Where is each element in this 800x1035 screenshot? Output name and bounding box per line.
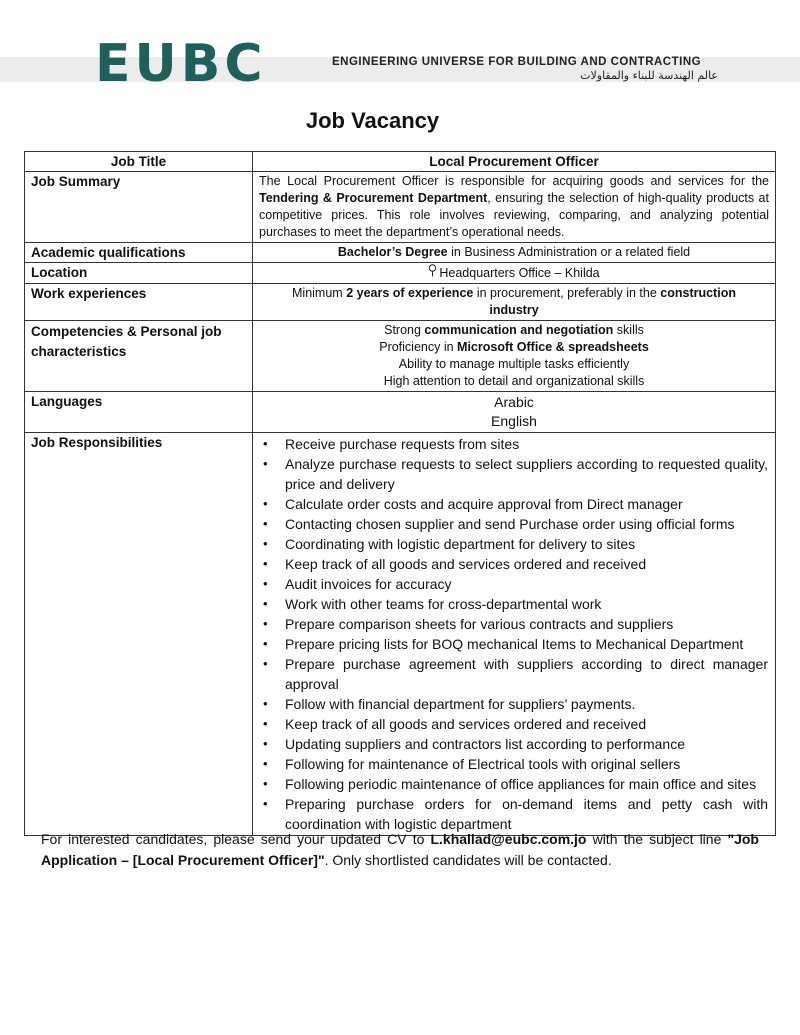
footer-text-1: For interested candidates, please send your updated CV to [41,831,431,847]
row-academic [25,243,776,263]
footer-text-3: . Only shortlisted candidates will be contacted. [324,852,612,868]
comp2-bold: Microsoft Office & spreadsheets [457,340,649,354]
row-location [25,263,776,284]
list-item: • Work with other teams for cross-departmental work [285,594,768,614]
email-subject-line: "Job Application – [Local Procurement Officer]" [41,831,759,868]
academic-field: in Business Administration or a related field [447,245,691,259]
row-competencies [25,321,776,392]
list-item: • Updating suppliers and contractors list according to performance [285,734,768,754]
list-item: • Prepare purchase agreement with suppliers according to direct manager approval [285,654,768,694]
comp2-pre: Proficiency in [379,340,458,354]
languages-label: Languages [25,392,253,433]
competency-1 [259,322,769,339]
row-job-title [25,152,776,172]
language-item: Arabic [494,394,534,410]
location-pin-icon [428,264,437,282]
application-instructions [41,829,759,871]
competencies-label: Competencies & Personal job characteristics [25,321,253,392]
list-item: • Follow with financial department for suppliers’ payments. [285,694,768,714]
list-item: • Contacting chosen supplier and send Purchase order using official forms [285,514,768,534]
summary-text-2: , ensuring the selection of high-quality products at competitive prices. This role involves reviewing, comparing, and analyzing potential purchases to meet the department’s operational needs. [259,191,769,239]
list-item: • Calculate order costs and acquire approval from Direct manager [285,494,768,514]
list-item: • Coordinating with logistic department for delivery to sites [285,534,768,554]
contact-email-link[interactable]: L.khallad@eubc.com.jo [430,831,587,847]
company-logo: EUBC [95,34,267,94]
experience-years: 2 years of experience [346,286,474,300]
comp1-post: skills [613,323,644,337]
experience-label: Work experiences [25,284,253,321]
job-details-table [24,151,776,836]
responsibilities-label: Job Responsibilities [25,433,253,836]
list-item: • Analyze purchase requests to select suppliers according to requested quality, price and delivery [285,454,768,494]
competencies-value [253,321,776,392]
competency-3: Ability to manage multiple tasks efficiently [398,357,630,371]
job-title-label: Job Title [25,152,253,172]
job-summary-value [253,172,776,243]
list-item: • Keep track of all goods and services ordered and received [285,554,768,574]
competency-4: High attention to detail and organizational skills [383,374,645,388]
list-item: • Prepare pricing lists for BOQ mechanical Items to Mechanical Department [285,634,768,654]
experience-text-2: in procurement, preferably in the [473,286,661,300]
list-item: • Receive purchase requests from sites [285,434,768,454]
comp1-pre: Strong [384,323,425,337]
job-title-value: Local Procurement Officer [253,152,776,172]
list-item: • Following for maintenance of Electrical tools with original sellers [285,754,768,774]
row-job-summary [25,172,776,243]
languages-value [253,392,776,433]
row-languages [25,392,776,433]
footer-text-2: with the subject line [586,831,728,847]
experience-industry: construction industry [489,286,736,317]
responsibilities-value [253,433,776,836]
list-item: • Preparing purchase orders for on-demand items and petty cash with coordination with logistic department [285,794,768,834]
academic-degree: Bachelor’s Degree [337,245,448,259]
language-item: English [491,413,537,429]
company-name-arabic: عالم الهندسة للبناء والمقاولات [580,69,718,82]
row-experience [25,284,776,321]
academic-value [253,243,776,263]
summary-text-1: The Local Procurement Officer is responsible for acquiring goods and services for the [259,174,769,188]
list-item: • Keep track of all goods and services ordered and received [285,714,768,734]
academic-label: Academic qualifications [25,243,253,263]
list-item: • Audit invoices for accuracy [285,574,768,594]
page-title: Job Vacancy [305,108,440,133]
experience-text-1: Minimum [292,286,347,300]
location-text: Headquarters Office – Khilda [439,266,600,280]
summary-text-bold: Tendering & Procurement Department [259,191,488,205]
comp1-bold: communication and negotiation [424,323,614,337]
row-responsibilities [25,433,776,836]
company-name-english: ENGINEERING UNIVERSE FOR BUILDING AND CONTRACTING [332,56,702,68]
responsibilities-list [259,434,768,834]
location-value [253,263,776,284]
experience-value [253,284,776,321]
competency-2 [259,339,769,356]
list-item: • Following periodic maintenance of office appliances for main office and sites [285,774,768,794]
job-summary-label: Job Summary [25,172,253,243]
location-label: Location [25,263,253,284]
list-item: • Prepare comparison sheets for various contracts and suppliers [285,614,768,634]
